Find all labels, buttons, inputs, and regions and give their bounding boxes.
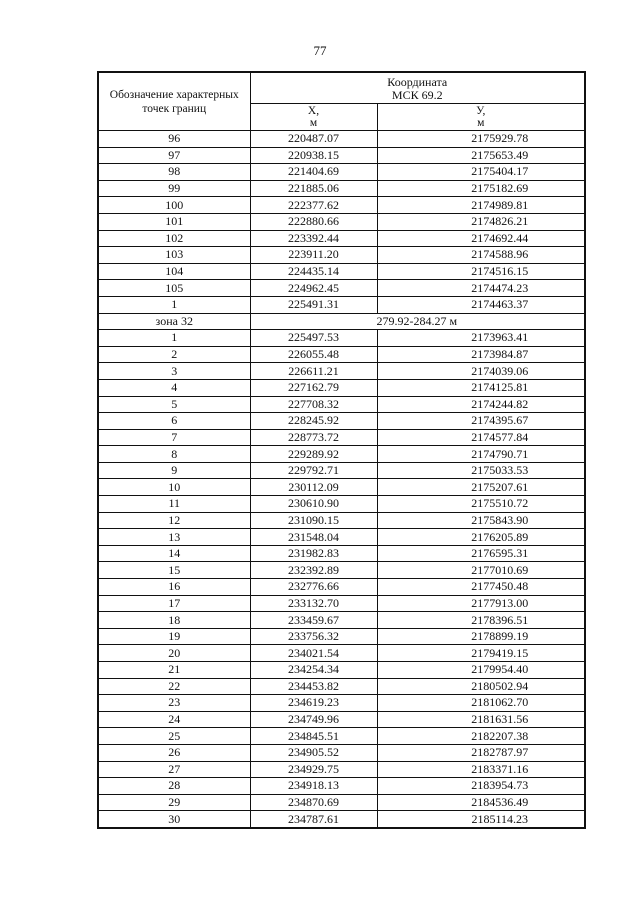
table-row xyxy=(98,197,585,214)
point-cell: 24 xyxy=(98,711,250,728)
table-row xyxy=(98,695,585,712)
y-cell: 2182787.97 xyxy=(377,744,585,761)
point-cell: 19 xyxy=(98,628,250,645)
point-cell: 1 xyxy=(98,296,250,313)
x-cell: 229792.71 xyxy=(250,462,377,479)
table-row xyxy=(98,645,585,662)
y-cell: 2175404.17 xyxy=(377,164,585,181)
x-cell: 220938.15 xyxy=(250,147,377,164)
table-row xyxy=(98,330,585,347)
x-cell: 228773.72 xyxy=(250,429,377,446)
y-cell: 2175510.72 xyxy=(377,496,585,513)
coordinates-table xyxy=(97,71,586,829)
table-row xyxy=(98,462,585,479)
point-cell: 98 xyxy=(98,164,250,181)
x-unit: м xyxy=(309,117,318,129)
y-cell: 2174989.81 xyxy=(377,197,585,214)
x-cell: 233756.32 xyxy=(250,628,377,645)
x-column-header xyxy=(250,104,377,131)
point-cell: 105 xyxy=(98,280,250,297)
point-cell: 104 xyxy=(98,263,250,280)
point-cell: 14 xyxy=(98,545,250,562)
y-cell: 2174474.23 xyxy=(377,280,585,297)
y-cell: 2180502.94 xyxy=(377,678,585,695)
x-cell: 234870.69 xyxy=(250,794,377,811)
point-cell: 4 xyxy=(98,379,250,396)
y-cell: 2174692.44 xyxy=(377,230,585,247)
y-cell: 2175207.61 xyxy=(377,479,585,496)
y-cell: 2174790.71 xyxy=(377,446,585,463)
table-row xyxy=(98,429,585,446)
point-cell: 16 xyxy=(98,579,250,596)
point-cell: 25 xyxy=(98,728,250,745)
zone-label: зона 32 xyxy=(98,313,250,330)
point-cell: 102 xyxy=(98,230,250,247)
x-cell: 234787.61 xyxy=(250,811,377,828)
table-row xyxy=(98,147,585,164)
y-cell: 2173984.87 xyxy=(377,346,585,363)
point-cell: 96 xyxy=(98,131,250,148)
x-cell: 221404.69 xyxy=(250,164,377,181)
x-cell: 234453.82 xyxy=(250,678,377,695)
y-cell: 2183371.16 xyxy=(377,761,585,778)
x-cell: 221885.06 xyxy=(250,180,377,197)
table-row xyxy=(98,479,585,496)
x-cell: 223911.20 xyxy=(250,247,377,264)
y-cell: 2174039.06 xyxy=(377,363,585,380)
table-row xyxy=(98,263,585,280)
table-row xyxy=(98,496,585,513)
page-number: 77 xyxy=(313,43,327,58)
y-cell: 2174463.37 xyxy=(377,296,585,313)
x-cell: 230112.09 xyxy=(250,479,377,496)
table-row xyxy=(98,296,585,313)
point-cell: 29 xyxy=(98,794,250,811)
y-cell: 2175929.78 xyxy=(377,131,585,148)
table-row xyxy=(98,545,585,562)
x-cell: 222880.66 xyxy=(250,213,377,230)
coordinate-title: Координата xyxy=(387,75,448,89)
point-cell: 20 xyxy=(98,645,250,662)
y-cell: 2175033.53 xyxy=(377,462,585,479)
table-row xyxy=(98,579,585,596)
x-cell: 225497.53 xyxy=(250,330,377,347)
x-cell: 231090.15 xyxy=(250,512,377,529)
y-cell: 2176205.89 xyxy=(377,529,585,546)
point-cell: 1 xyxy=(98,330,250,347)
x-cell: 234619.23 xyxy=(250,695,377,712)
point-cell: 101 xyxy=(98,213,250,230)
table-body xyxy=(98,131,585,828)
y-cell: 2176595.31 xyxy=(377,545,585,562)
y-cell: 2182207.38 xyxy=(377,728,585,745)
coordinate-system: МСК 69.2 xyxy=(391,88,443,102)
x-cell: 231982.83 xyxy=(250,545,377,562)
y-cell: 2174125.81 xyxy=(377,379,585,396)
table-row xyxy=(98,728,585,745)
y-cell: 2177010.69 xyxy=(377,562,585,579)
y-cell: 2178899.19 xyxy=(377,628,585,645)
table-row xyxy=(98,744,585,761)
point-cell: 99 xyxy=(98,180,250,197)
table-row xyxy=(98,529,585,546)
x-cell: 229289.92 xyxy=(250,446,377,463)
table-row xyxy=(98,213,585,230)
point-cell: 21 xyxy=(98,662,250,679)
point-cell: 10 xyxy=(98,479,250,496)
y-cell: 2177450.48 xyxy=(377,579,585,596)
table-header xyxy=(98,72,585,131)
point-cell: 18 xyxy=(98,612,250,629)
point-cell: 8 xyxy=(98,446,250,463)
x-cell: 232776.66 xyxy=(250,579,377,596)
point-cell: 3 xyxy=(98,363,250,380)
y-cell: 2179419.15 xyxy=(377,645,585,662)
zone-row xyxy=(98,313,585,330)
point-cell: 2 xyxy=(98,346,250,363)
x-cell: 234918.13 xyxy=(250,778,377,795)
y-cell: 2175182.69 xyxy=(377,180,585,197)
x-cell: 224435.14 xyxy=(250,263,377,280)
point-cell: 11 xyxy=(98,496,250,513)
point-cell: 103 xyxy=(98,247,250,264)
point-cell: 26 xyxy=(98,744,250,761)
x-cell: 227162.79 xyxy=(250,379,377,396)
table-row xyxy=(98,247,585,264)
table-row xyxy=(98,446,585,463)
coordinate-header xyxy=(250,72,585,104)
point-cell: 9 xyxy=(98,462,250,479)
x-cell: 234749.96 xyxy=(250,711,377,728)
x-cell: 234254.34 xyxy=(250,662,377,679)
x-label: X, xyxy=(307,105,320,117)
y-cell: 2177913.00 xyxy=(377,595,585,612)
x-cell: 233459.67 xyxy=(250,612,377,629)
x-cell: 226055.48 xyxy=(250,346,377,363)
table-row xyxy=(98,562,585,579)
point-cell: 30 xyxy=(98,811,250,828)
point-cell: 17 xyxy=(98,595,250,612)
y-unit: м xyxy=(477,117,485,129)
point-cell: 6 xyxy=(98,413,250,430)
y-cell: 2174577.84 xyxy=(377,429,585,446)
x-cell: 222377.62 xyxy=(250,197,377,214)
table-row xyxy=(98,346,585,363)
table-row xyxy=(98,595,585,612)
y-cell: 2174244.82 xyxy=(377,396,585,413)
x-cell: 233132.70 xyxy=(250,595,377,612)
y-cell: 2174588.96 xyxy=(377,247,585,264)
table-row xyxy=(98,131,585,148)
table-row xyxy=(98,164,585,181)
point-cell: 27 xyxy=(98,761,250,778)
table-row xyxy=(98,778,585,795)
y-cell: 2185114.23 xyxy=(377,811,585,828)
table-row xyxy=(98,678,585,695)
table-row xyxy=(98,761,585,778)
y-cell: 2175843.90 xyxy=(377,512,585,529)
y-cell: 2174395.67 xyxy=(377,413,585,430)
y-cell: 2178396.51 xyxy=(377,612,585,629)
point-cell: 100 xyxy=(98,197,250,214)
table-row xyxy=(98,811,585,828)
y-column-header xyxy=(377,104,585,131)
point-cell: 28 xyxy=(98,778,250,795)
y-cell: 2173963.41 xyxy=(377,330,585,347)
table-row xyxy=(98,794,585,811)
x-cell: 231548.04 xyxy=(250,529,377,546)
table-row xyxy=(98,628,585,645)
y-cell: 2183954.73 xyxy=(377,778,585,795)
point-cell: 7 xyxy=(98,429,250,446)
x-cell: 234905.52 xyxy=(250,744,377,761)
x-cell: 234845.51 xyxy=(250,728,377,745)
table-row xyxy=(98,413,585,430)
table-row xyxy=(98,180,585,197)
table-row xyxy=(98,280,585,297)
x-cell: 220487.07 xyxy=(250,131,377,148)
table-row xyxy=(98,512,585,529)
table-row xyxy=(98,230,585,247)
table-row xyxy=(98,612,585,629)
y-cell: 2181062.70 xyxy=(377,695,585,712)
x-cell: 223392.44 xyxy=(250,230,377,247)
point-cell: 13 xyxy=(98,529,250,546)
y-cell: 2175653.49 xyxy=(377,147,585,164)
y-cell: 2184536.49 xyxy=(377,794,585,811)
point-cell: 12 xyxy=(98,512,250,529)
zone-elevation-range: 279.92-284.27 м xyxy=(250,313,585,330)
x-cell: 234021.54 xyxy=(250,645,377,662)
y-cell: 2179954.40 xyxy=(377,662,585,679)
y-cell: 2174826.21 xyxy=(377,213,585,230)
x-cell: 225491.31 xyxy=(250,296,377,313)
table-row xyxy=(98,396,585,413)
table-row xyxy=(98,662,585,679)
point-cell: 22 xyxy=(98,678,250,695)
y-label: У, xyxy=(476,105,486,117)
y-cell: 2174516.15 xyxy=(377,263,585,280)
point-column-header: Обозначение характерных точек границ xyxy=(98,72,250,131)
x-cell: 224962.45 xyxy=(250,280,377,297)
table-row xyxy=(98,379,585,396)
x-cell: 234929.75 xyxy=(250,761,377,778)
x-cell: 230610.90 xyxy=(250,496,377,513)
table-row xyxy=(98,711,585,728)
x-cell: 232392.89 xyxy=(250,562,377,579)
point-cell: 5 xyxy=(98,396,250,413)
y-cell: 2181631.56 xyxy=(377,711,585,728)
x-cell: 226611.21 xyxy=(250,363,377,380)
table-row xyxy=(98,363,585,380)
x-cell: 227708.32 xyxy=(250,396,377,413)
point-cell: 15 xyxy=(98,562,250,579)
point-cell: 23 xyxy=(98,695,250,712)
point-cell: 97 xyxy=(98,147,250,164)
x-cell: 228245.92 xyxy=(250,413,377,430)
